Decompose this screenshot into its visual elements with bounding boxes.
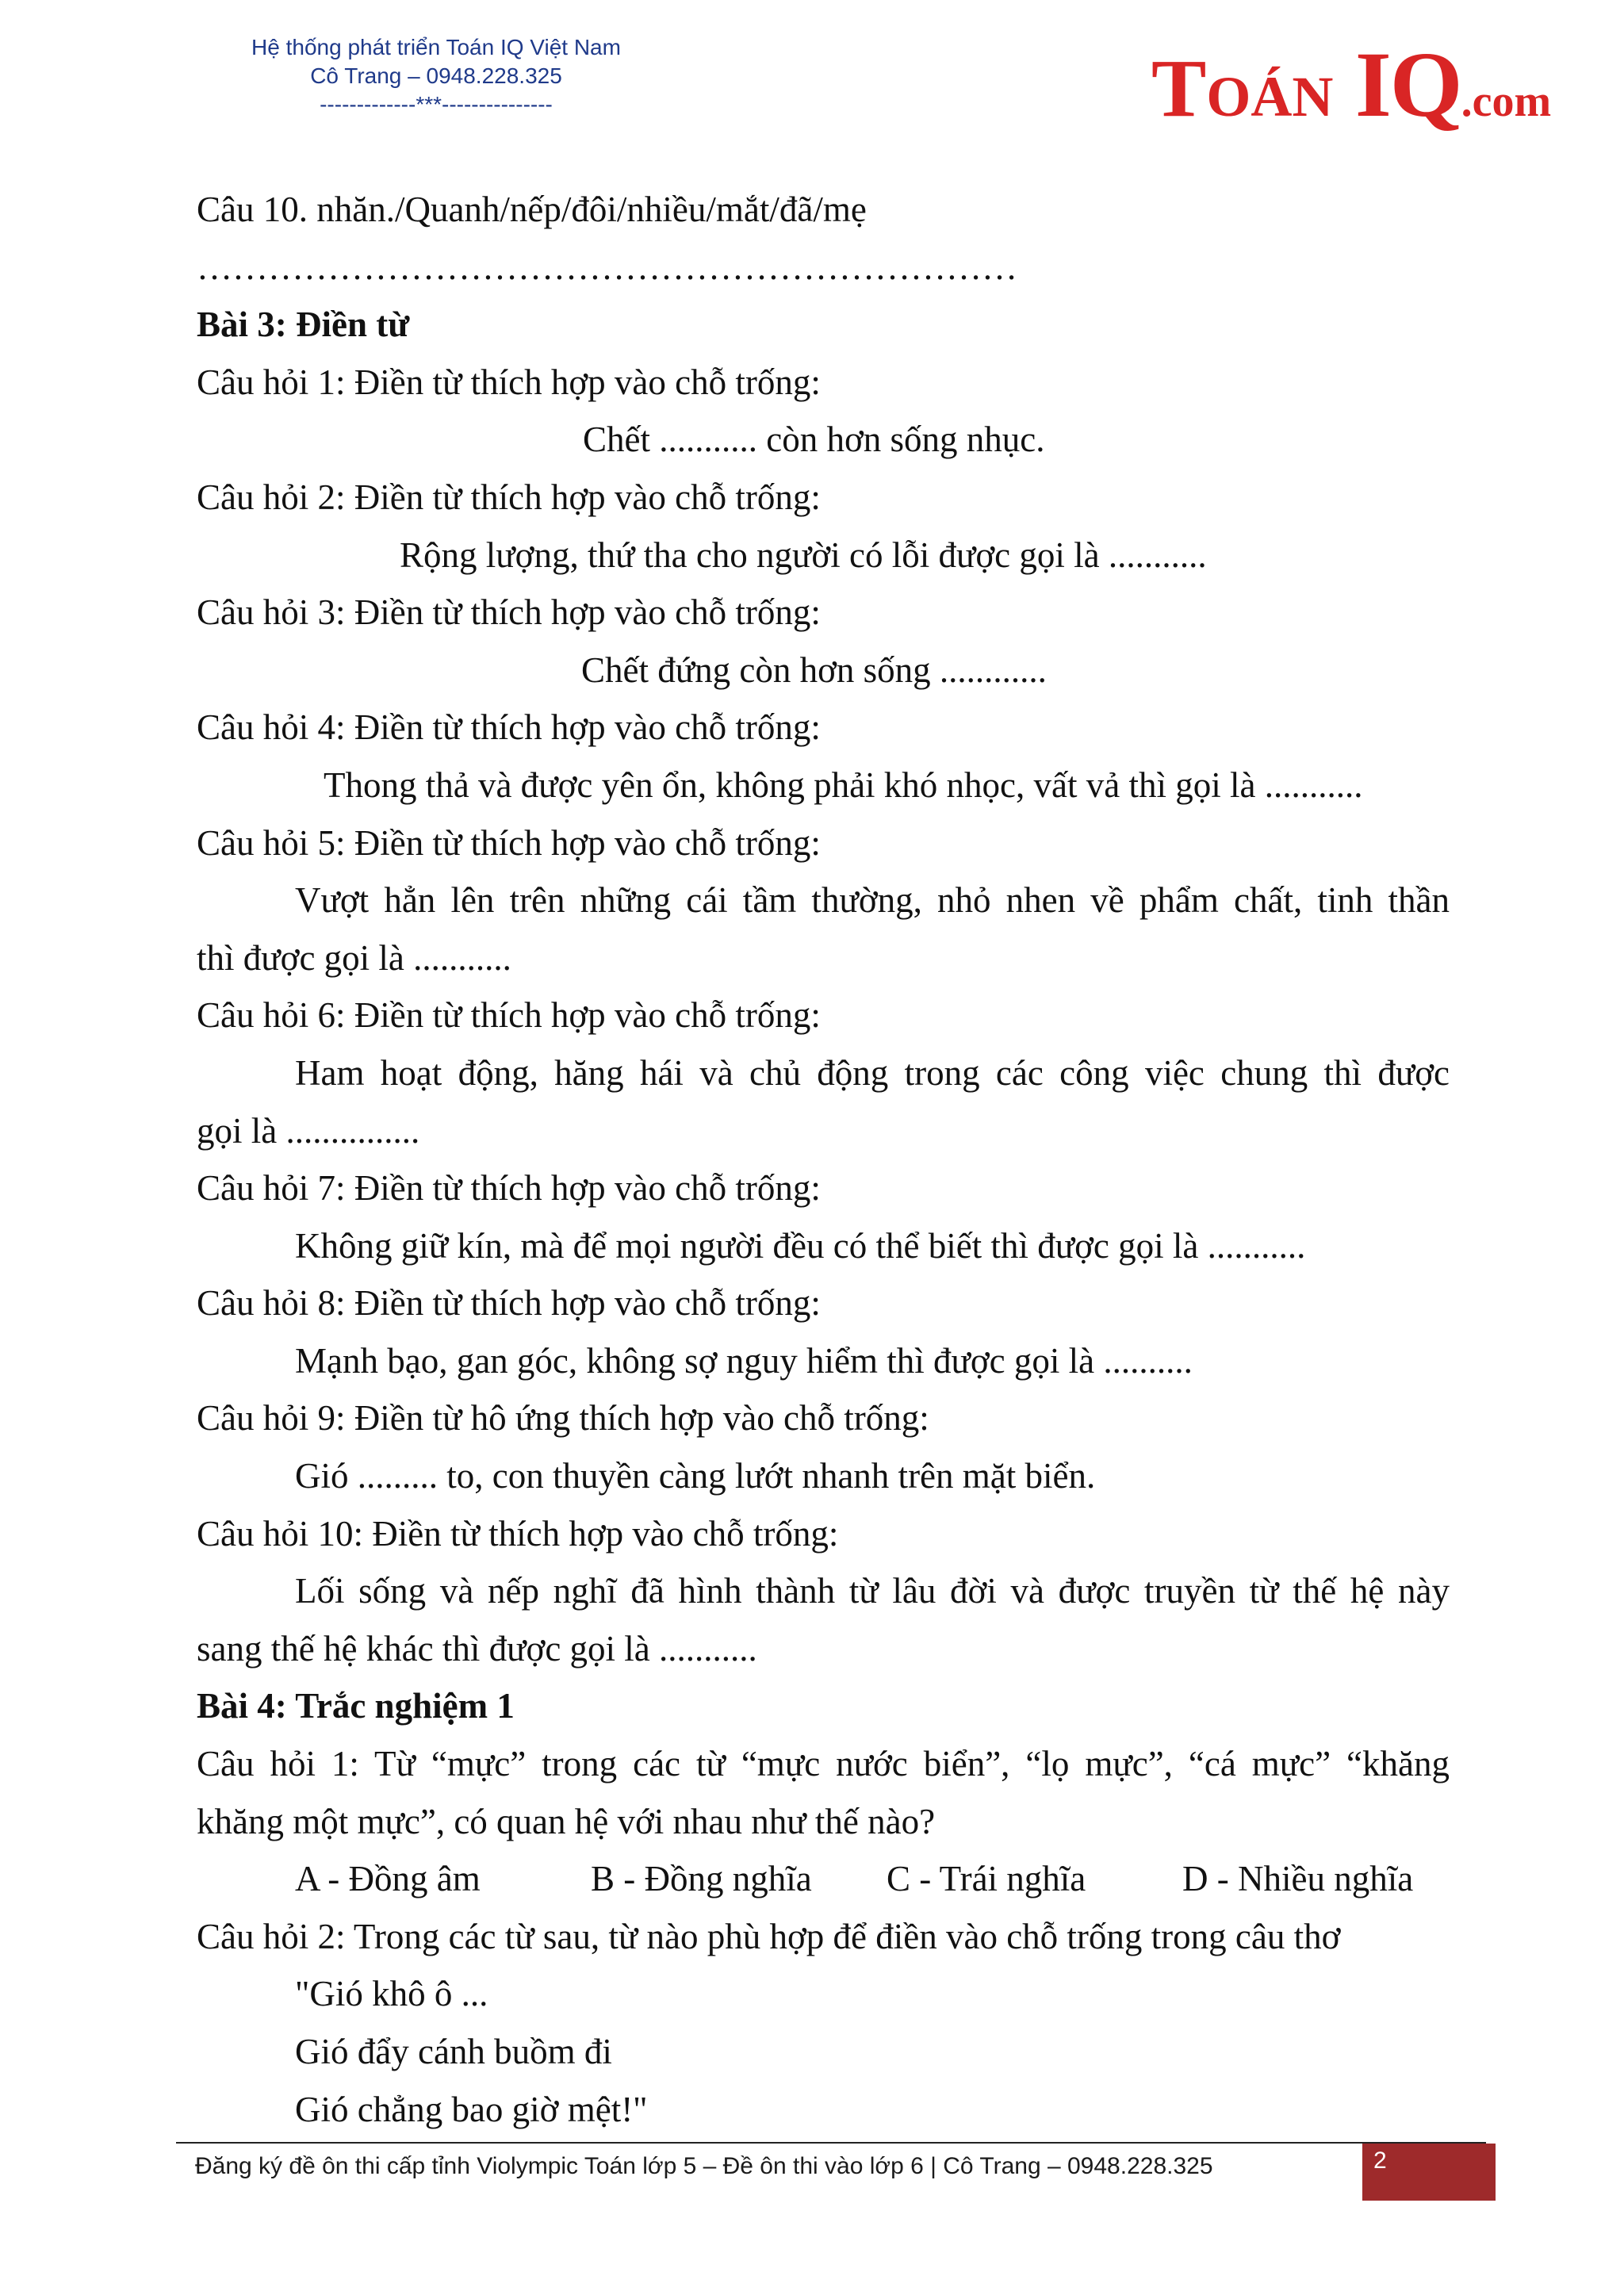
logo-com: .com <box>1461 77 1552 126</box>
mc-choices <box>197 1850 1450 1908</box>
question-prompt: Câu hỏi 2: Điền từ thích hợp vào chỗ trống: <box>197 477 821 517</box>
question-prompt: Câu hỏi 8: Điền từ thích hợp vào chỗ trống: <box>197 1283 821 1324</box>
footer-text: Đăng ký đề ôn thi cấp tỉnh Violympic Toán lớp 5 – Đề ôn thi vào lớp 6 | Cô Trang – 0948.228.325 <box>195 2153 1213 2179</box>
toaniq-logo <box>1151 33 1552 136</box>
question-body-cont: gọi là ............... <box>197 1110 420 1151</box>
question-body: Vượt hẳn lên trên những cái tầm thường, nhỏ nhen về phẩm chất, tinh thần <box>295 880 1450 921</box>
question-body: Chết đứng còn hơn sống ............ <box>581 649 1047 690</box>
question-body: Gió ......... to, con thuyền càng lướt nhanh trên mặt biển. <box>295 1456 1096 1496</box>
poem-line-3: Gió chẳng bao giờ mệt!" <box>295 2089 648 2129</box>
question-prompt: Câu hỏi 6: Điền từ thích hợp vào chỗ trống: <box>197 995 821 1036</box>
question-prompt: Câu hỏi 7: Điền từ thích hợp vào chỗ trống: <box>197 1168 821 1209</box>
logo-t: T <box>1151 43 1207 134</box>
mc-question-1: Câu hỏi 1: Từ “mực” trong các từ “mực nước biển”, “lọ mực”, “cá mực” “khăng <box>197 1744 1450 1784</box>
question-prompt: Câu hỏi 3: Điền từ thích hợp vào chỗ trống: <box>197 592 821 633</box>
footer-divider <box>176 2142 1486 2144</box>
mc-question-2: Câu hỏi 2: Trong các từ sau, từ nào phù hợp để điền vào chỗ trống trong câu thơ <box>197 1916 1341 1956</box>
question-body: Chết ........... còn hơn sống nhục. <box>583 420 1045 460</box>
question-body: Không giữ kín, mà để mọi người đều có thể biết thì được gọi là ........... <box>295 1225 1306 1266</box>
header-org: Hệ thống phát triển Toán IQ Việt Nam <box>251 35 621 59</box>
question-body: Thong thả và được yên ổn, không phải khó nhọc, vất vả thì gọi là ........... <box>324 764 1363 805</box>
logo-iq: IQ <box>1333 33 1461 136</box>
question-10-scramble: Câu 10. nhăn./Quanh/nếp/đôi/nhiều/mắt/đã/mẹ <box>197 190 867 229</box>
question-prompt: Câu hỏi 10: Điền từ thích hợp vào chỗ trống: <box>197 1513 839 1554</box>
header-divider: -------------***--------------- <box>320 92 553 117</box>
document-body <box>197 181 1450 2138</box>
question-body-cont: sang thế hệ khác thì được gọi là ........... <box>197 1628 757 1669</box>
question-body: Lối sống và nếp nghĩ đã hình thành từ lâu đời và được truyền từ thế hệ này <box>295 1571 1450 1611</box>
section-heading-bai-4: Bài 4: Trắc nghiệm 1 <box>197 1686 515 1726</box>
choice-d: D - Nhiều nghĩa <box>1182 1859 1414 1899</box>
mc-question-1-cont: khăng một mực”, có quan hệ với nhau như thế nào? <box>197 1801 936 1841</box>
question-body-cont: thì được gọi là ........... <box>197 937 511 978</box>
header-info <box>238 33 634 119</box>
question-body: Mạnh bạo, gan góc, không sợ nguy hiểm thì được gọi là .......... <box>295 1340 1193 1381</box>
question-body: Rộng lượng, thứ tha cho người có lỗi được gọi là ........... <box>400 534 1207 575</box>
question-prompt: Câu hỏi 9: Điền từ hô ứng thích hợp vào chỗ trống: <box>197 1398 929 1439</box>
page-number: 2 <box>1373 2147 1387 2174</box>
choice-a: A - Đồng âm <box>295 1859 481 1899</box>
poem-line-2: Gió đẩy cánh buồm đi <box>295 2032 612 2071</box>
answer-dots: …………………………………………………………… <box>197 247 1017 287</box>
section-heading-bai-3: Bài 3: Điền từ <box>197 305 410 345</box>
question-body: Ham hoạt động, hăng hái và chủ động trong các công việc chung thì được <box>295 1052 1450 1093</box>
poem-line-1: "Gió khô ô ... <box>295 1974 488 2014</box>
choice-c: C - Trái nghĩa <box>887 1859 1086 1899</box>
choice-b: B - Đồng nghĩa <box>591 1859 812 1899</box>
page-number-box <box>1362 2144 1496 2201</box>
question-prompt: Câu hỏi 1: Điền từ thích hợp vào chỗ trống: <box>197 362 821 402</box>
logo-oan: OÁN <box>1206 65 1334 128</box>
question-prompt: Câu hỏi 4: Điền từ thích hợp vào chỗ trống: <box>197 707 821 748</box>
question-prompt: Câu hỏi 5: Điền từ thích hợp vào chỗ trống: <box>197 822 821 863</box>
header-contact: Cô Trang – 0948.228.325 <box>310 63 562 88</box>
